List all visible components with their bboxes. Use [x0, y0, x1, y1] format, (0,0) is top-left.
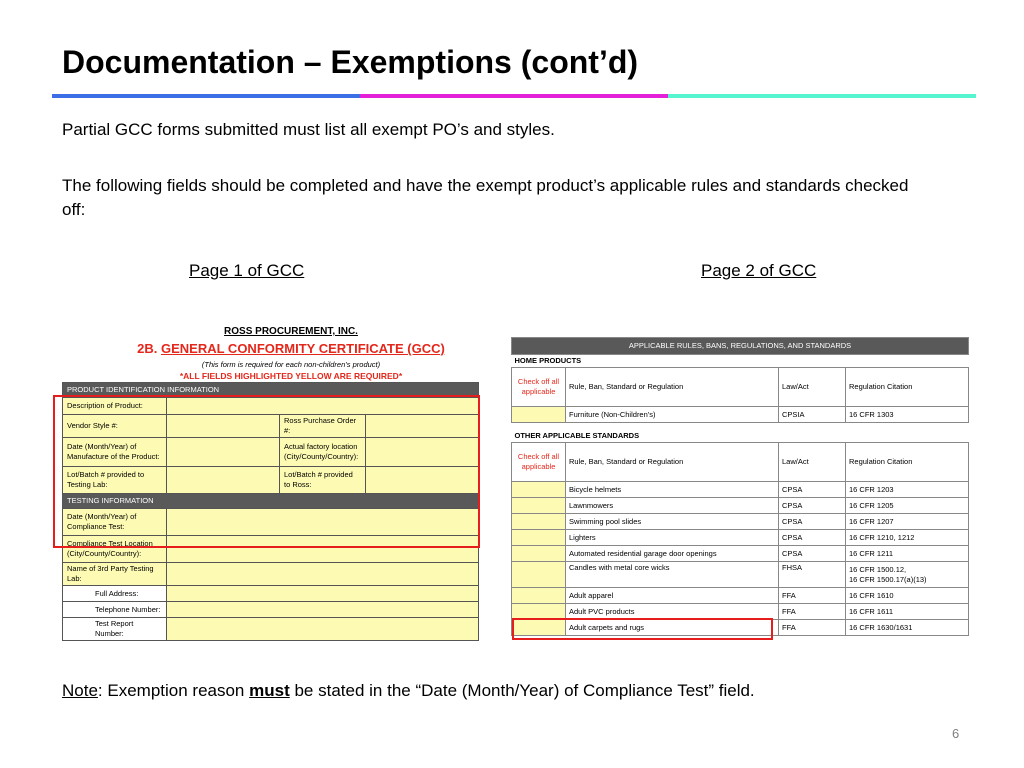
law-cell: FFA — [779, 604, 846, 620]
citation-cell: 16 CFR 1630/1631 — [846, 620, 969, 636]
section-testing-info: TESTING INFORMATION — [63, 494, 479, 509]
slide-title: Documentation – Exemptions (cont’d) — [62, 44, 639, 80]
col-check-off: Check off all applicable — [512, 368, 566, 407]
law-cell: CPSA — [779, 498, 846, 514]
form-required-note: *ALL FIELDS HIGHLIGHTED YELLOW ARE REQUIRED* — [179, 371, 403, 381]
rule-cell: Candles with metal core wicks — [566, 562, 779, 588]
label-lot-batch-ross: Lot/Batch # provided to Ross: — [280, 467, 366, 494]
fields-paragraph: The following fields should be completed and have the exempt product’s applicable rules and standards checked off: — [62, 176, 909, 219]
page-number: 6 — [952, 726, 960, 741]
label-date-compliance: Date (Month/Year) of Compliance Test: — [63, 509, 167, 536]
law-cell: FHSA — [779, 562, 846, 588]
col-rule: Rule, Ban, Standard or Regulation — [566, 443, 779, 482]
citation-cell: 16 CFR 1205 — [846, 498, 969, 514]
form-note: (This form is required for each non-children’s product) — [201, 360, 381, 369]
section-product-info: PRODUCT IDENTIFICATION INFORMATION — [63, 383, 479, 398]
rule-segment-blue — [52, 94, 360, 98]
label-date-manufacture: Date (Month/Year) of Manufacture of the Product: — [63, 438, 167, 467]
citation-cell: 16 CFR 1207 — [846, 514, 969, 530]
note-text-1: : Exemption reason — [97, 681, 250, 700]
page2-label: Page 2 of GCC — [701, 261, 817, 280]
label-factory-location: Actual factory location (City/County/Country): — [280, 438, 366, 467]
check-cell — [512, 482, 566, 498]
page1-highlight-box — [53, 395, 480, 548]
law-cell: CPSA — [779, 514, 846, 530]
citation-cell: 16 CFR 1303 — [846, 407, 969, 423]
check-cell — [512, 514, 566, 530]
rule-cell: Adult apparel — [566, 588, 779, 604]
col-check-off: Check off all applicable — [512, 443, 566, 482]
label-telephone: Telephone Number: — [63, 602, 167, 618]
law-cell: CPSIA — [779, 407, 846, 423]
citation-cell: 16 CFR 1203 — [846, 482, 969, 498]
rule-cell: Adult PVC products — [566, 604, 779, 620]
check-cell — [512, 546, 566, 562]
page1-label: Page 1 of GCC — [189, 261, 305, 280]
col-law: Law/Act — [779, 443, 846, 482]
col-rule: Rule, Ban, Standard or Regulation — [566, 368, 779, 407]
note-label: Note — [62, 681, 98, 700]
rule-segment-magenta — [360, 94, 668, 98]
citation-cell: 16 CFR 1611 — [846, 604, 969, 620]
law-cell: FFA — [779, 588, 846, 604]
label-vendor-style: Vendor Style #: — [63, 415, 167, 438]
check-cell — [512, 407, 566, 423]
check-cell — [512, 562, 566, 588]
title-rule — [52, 94, 976, 98]
label-description: Description of Product: — [63, 398, 167, 415]
standards-header: APPLICABLE RULES, BANS, REGULATIONS, AND STANDARDS — [512, 338, 969, 355]
rule-cell: Lighters — [566, 530, 779, 546]
check-cell — [512, 530, 566, 546]
law-cell: CPSA — [779, 530, 846, 546]
col-law: Law/Act — [779, 368, 846, 407]
col-citation: Regulation Citation — [846, 368, 969, 407]
citation-cell: 16 CFR 1211 — [846, 546, 969, 562]
col-citation: Regulation Citation — [846, 443, 969, 482]
law-cell: CPSA — [779, 546, 846, 562]
form-gcc-title-text: GENERAL CONFORMITY CERTIFICATE (GCC) — [161, 341, 445, 356]
form-company-name: ROSS PROCUREMENT, INC. — [224, 326, 358, 337]
note-emphasis: must — [249, 681, 290, 700]
group-home-products: HOME PRODUCTS — [512, 355, 969, 368]
rule-cell: Lawnmowers — [566, 498, 779, 514]
label-test-location: Compliance Test Location (City/County/Country): — [63, 536, 167, 563]
label-lab-name: Name of 3rd Party Testing Lab: — [63, 563, 167, 586]
rule-segment-teal — [668, 94, 976, 98]
field-telephone — [167, 602, 479, 618]
rule-cell: Bicycle helmets — [566, 482, 779, 498]
note-line — [62, 681, 755, 701]
check-cell — [512, 588, 566, 604]
rule-cell: Adult carpets and rugs — [566, 620, 779, 636]
rule-cell: Furniture (Non-Children’s) — [566, 407, 779, 423]
citation-line-2: 16 CFR 1500.17(a)(13) — [849, 574, 927, 584]
intro-paragraph: Partial GCC forms submitted must list all exempt PO’s and styles. — [62, 120, 555, 139]
label-lot-batch-lab: Lot/Batch # provided to Testing Lab: — [63, 467, 167, 494]
label-report-number: Test Report Number: — [63, 618, 167, 641]
page2-highlight-box — [512, 618, 773, 640]
rule-cell: Automated residential garage door openings — [566, 546, 779, 562]
group-other-standards: OTHER APPLICABLE STANDARDS — [512, 423, 969, 443]
citation-cell — [846, 562, 969, 588]
field-full-address — [167, 586, 479, 602]
citation-line-1: 16 CFR 1500.12, — [849, 564, 907, 574]
law-cell: FFA — [779, 620, 846, 636]
rule-cell: Swimming pool slides — [566, 514, 779, 530]
citation-cell: 16 CFR 1210, 1212 — [846, 530, 969, 546]
label-full-address: Full Address: — [63, 586, 167, 602]
form-gcc-title — [102, 339, 480, 359]
law-cell: CPSA — [779, 482, 846, 498]
field-report-number — [167, 618, 479, 641]
note-text-2: be stated in the “Date (Month/Year) of Compliance Test” field. — [289, 681, 755, 700]
form-gcc-prefix: 2B. — [137, 341, 158, 356]
label-ross-po: Ross Purchase Order #: — [280, 415, 366, 438]
gcc-page2-form — [511, 337, 968, 636]
field-lab-name — [167, 563, 479, 586]
check-cell — [512, 498, 566, 514]
standards-table — [511, 337, 969, 636]
citation-cell: 16 CFR 1610 — [846, 588, 969, 604]
